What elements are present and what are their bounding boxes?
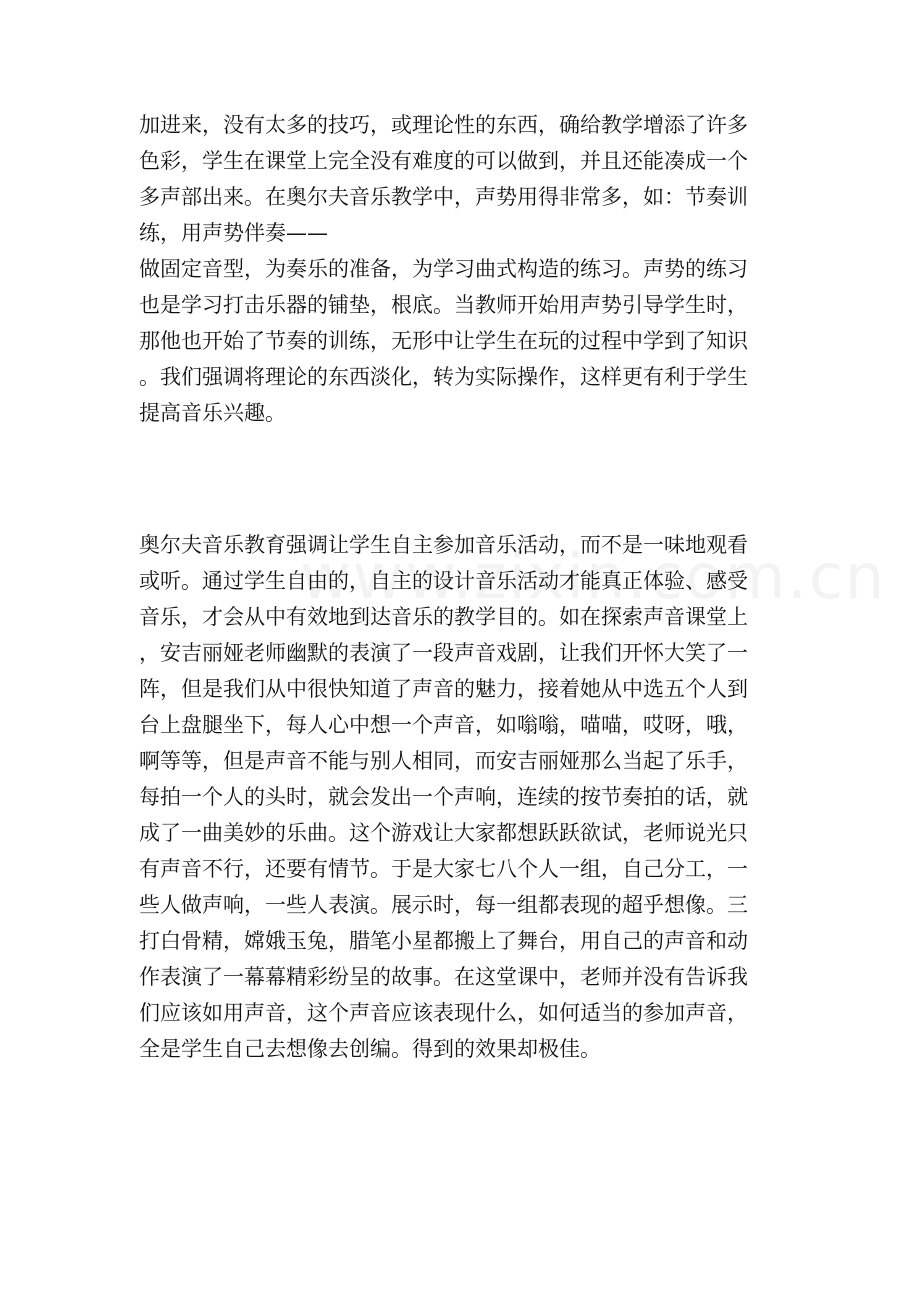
text-line: 那他也开始了节奏的训练，无形中让学生在玩的过程中学到了知识 [139, 329, 748, 353]
text-line: 提高音乐兴趣。 [139, 401, 286, 425]
text-line: 奥尔夫音乐教育强调让学生自主参加音乐活动，而不是一味地观看 [139, 533, 748, 557]
text-line: 。我们强调将理论的东西淡化，转为实际操作，这样更有利于学生 [139, 365, 748, 389]
text-line: 做固定音型，为奏乐的准备，为学习曲式构造的练习。声势的练习 [139, 257, 748, 281]
text-line: 多声部出来。在奥尔夫音乐教学中，声势用得非常多，如：节奏训 [139, 185, 748, 209]
text-line: ，安吉丽娅老师幽默的表演了一段声音戏剧，让我们开怀大笑了一 [139, 641, 748, 665]
paragraph-2 [139, 527, 799, 1067]
text-line: 全是学生自己去想像去创编。得到的效果却极佳。 [139, 1037, 601, 1061]
text-line: 作表演了一幕幕精彩纷呈的故事。在这堂课中，老师并没有告诉我 [139, 965, 748, 989]
text-line: 加进来，没有太多的技巧，或理论性的东西，确给教学增添了许多 [139, 113, 748, 137]
text-line: 每拍一个人的头时，就会发出一个声响，连续的按节奏拍的话，就 [139, 785, 748, 809]
text-line: 色彩，学生在课堂上完全没有难度的可以做到，并且还能凑成一个 [139, 149, 748, 173]
text-line: 打白骨精，嫦娥玉兔，腊笔小星都搬上了舞台，用自己的声音和动 [139, 929, 748, 953]
text-line: 阵，但是我们从中很快知道了声音的魅力，接着她从中选五个人到 [139, 677, 748, 701]
text-line: 也是学习打击乐器的铺垫，根底。当教师开始用声势引导学生时， [139, 293, 748, 317]
text-line: 些人做声响，一些人表演。展示时，每一组都表现的超乎想像。三 [139, 893, 748, 917]
text-line: 成了一曲美妙的乐曲。这个游戏让大家都想跃跃欲试，老师说光只 [139, 821, 748, 845]
paragraph-1 [139, 107, 799, 431]
text-line: 练，用声势伴奏—— [139, 221, 328, 245]
text-line: 啊等等，但是声音不能与别人相同，而安吉丽娅那么当起了乐手， [139, 749, 748, 773]
text-line: 台上盘腿坐下，每人心中想一个声音，如嗡嗡，喵喵，哎呀，哦， [139, 713, 748, 737]
text-line: 或听。通过学生自由的，自主的设计音乐活动才能真正体验、感受 [139, 569, 748, 593]
text-line: 们应该如用声音，这个声音应该表现什么，如何适当的参加声音， [139, 1001, 748, 1025]
text-line: 有声音不行，还要有情节。于是大家七八个人一组，自己分工，一 [139, 857, 748, 881]
text-line: 音乐，才会从中有效地到达音乐的教学目的。如在探索声音课堂上 [139, 605, 748, 629]
